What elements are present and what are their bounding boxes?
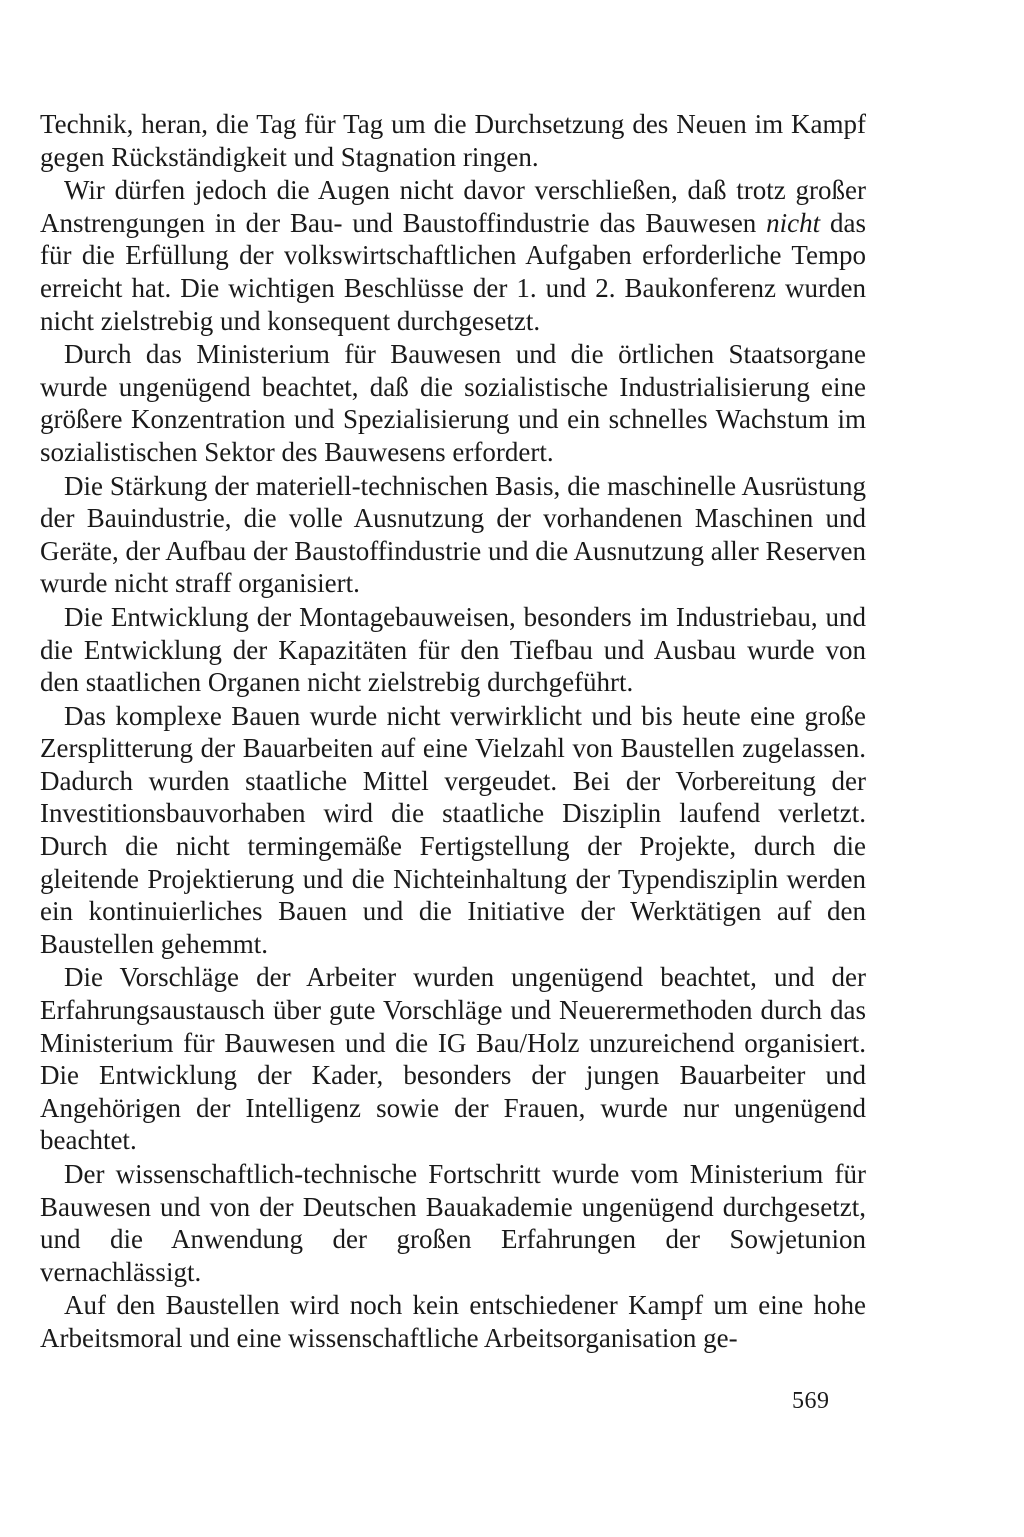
paragraph-6 <box>40 700 866 961</box>
paragraph-5-text: Die Entwicklung der Montagebauweisen, besonders im Industriebau, und die Entwicklung der Kapazitäten für den Tiefbau und Ausbau wurde von den staatlichen Organen nicht zielstrebig durchgeführt. <box>40 601 866 698</box>
body-text <box>40 108 866 1355</box>
paragraph-7-text: Die Vorschläge der Arbeiter wurden ungenügend beachtet, und der Erfahrungsaustausch über gute Vorschläge und Neuerermethoden durch das Ministerium für Bauwesen und die IG Bau/Holz unzureichend organisiert. Die Entwicklung der Kader, besonders der jungen Bauarbeiter und Angehörigen der Intelligenz sowie der Frauen, wurde nur ungenügend beachtet. <box>40 962 866 1156</box>
paragraph-2 <box>40 174 866 337</box>
paragraph-3 <box>40 338 866 468</box>
page-number: 569 <box>792 1388 830 1414</box>
paragraph-3-text: Durch das Ministerium für Bauwesen und die örtlichen Staatsorgane wurde ungenügend beachtet, daß die sozialistische Industrialisierung eine größere Konzentration und Spezialisierung und ein schnelles Wachstum im sozialistischen Sektor des Bauwesens erfordert. <box>40 339 866 467</box>
paragraph-7 <box>40 961 866 1157</box>
paragraph-9 <box>40 1289 866 1354</box>
paragraph-4 <box>40 470 866 600</box>
paragraph-5 <box>40 601 866 699</box>
paragraph-6-text: Das komplexe Bauen wurde nicht verwirklicht und bis heute eine große Zersplitterung der Bauarbeiten auf eine Vielzahl von Baustellen zugelassen. Dadurch wurden staatliche Mittel vergeudet. Bei der Vorbereitung der Investitionsbauvorhaben wird die staatliche Disziplin laufend verletzt. Durch die nicht termingemäße Fertigstellung der Projekte, durch die gleitende Projektierung und die Nichteinhaltung der Typendisziplin werden ein kontinuierliches Bauen und die Initiative der Werktätigen auf den Baustellen gehemmt. <box>40 700 866 959</box>
paragraph-1-text: Technik, heran, die Tag für Tag um die Durchsetzung des Neuen im Kampf gegen Rückständigkeit und Stagnation ringen. <box>40 109 866 172</box>
paragraph-2-lead: Wir dürfen jedoch die Augen nicht davor verschließen, daß trotz großer Anstrengungen in der Bau- und Baustoffindustrie das Bauwesen <box>40 175 866 238</box>
paragraph-8-text: Der wissenschaftlich-technische Fortschritt wurde vom Ministerium für Bauwesen und von der Deutschen Bauakademie ungenügend durchgesetzt, und die Anwendung der großen Erfahrungen der Sowjetunion vernachlässigt. <box>40 1159 866 1287</box>
paragraph-2-emphasis: nicht <box>766 207 821 238</box>
paragraph-1 <box>40 108 866 173</box>
paragraph-8 <box>40 1158 866 1288</box>
paragraph-4-text: Die Stärkung der materiell-technischen Basis, die maschinelle Ausrüstung der Bauindustrie, die volle Ausnutzung der vorhandenen Maschinen und Geräte, der Aufbau der Baustoffindustrie und die Ausnutzung aller Reserven wurde nicht straff organisiert. <box>40 470 866 599</box>
paragraph-9-text: Auf den Baustellen wird noch kein entschiedener Kampf um eine hohe Arbeitsmoral und eine wissenschaftliche Arbeitsorganisation ge- <box>40 1290 866 1353</box>
paragraph-2-rest: das für die Erfüllung der volkswirtschaftlichen Aufgaben erforderliche Tempo erreicht hat. Die wichtigen Beschlüsse der 1. und 2. Baukonferenz wurden nicht zielstrebig und konsequent durchgesetzt. <box>40 207 866 336</box>
